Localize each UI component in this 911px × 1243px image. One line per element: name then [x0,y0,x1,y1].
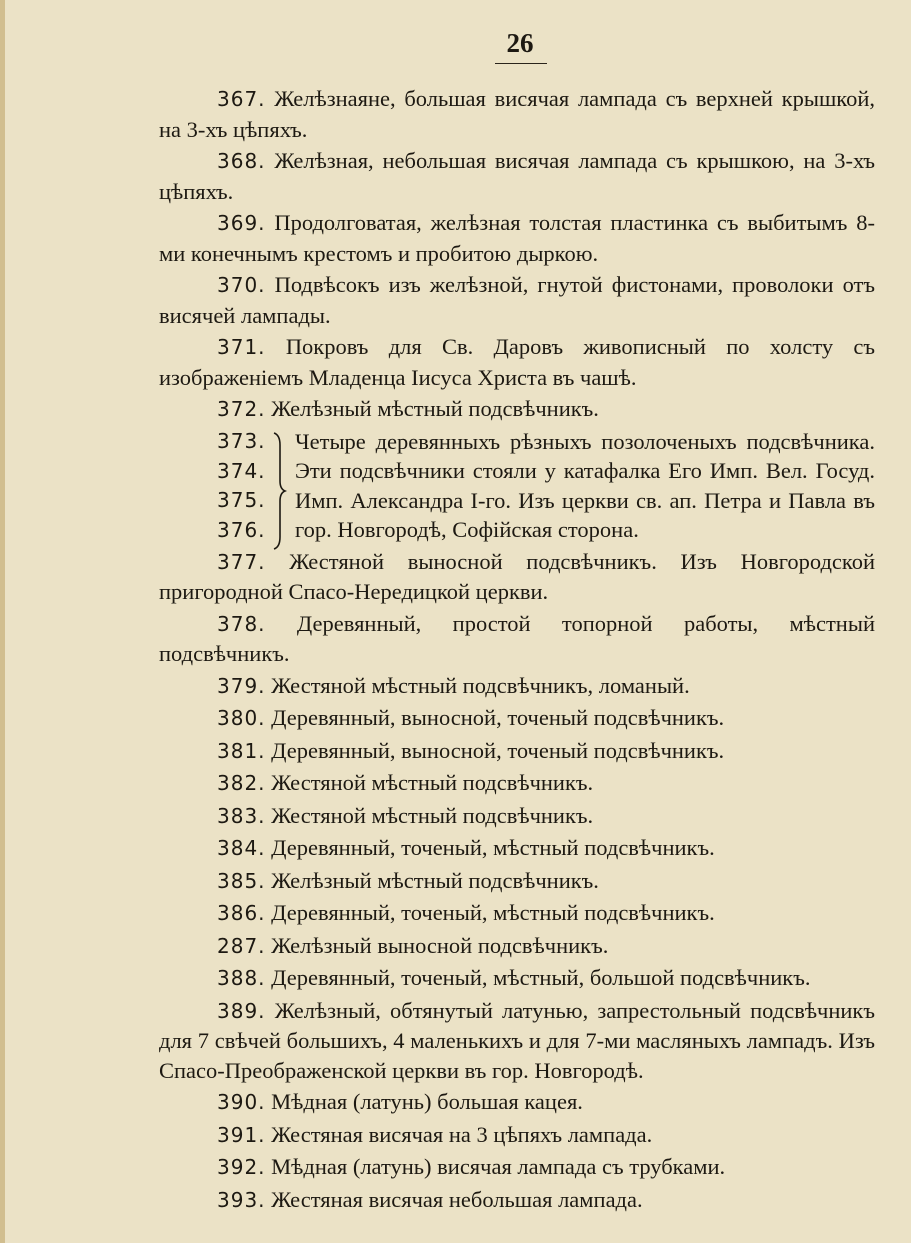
list-item [159,931,875,962]
item-number: 367. [217,87,266,111]
item-number: 377. [217,549,266,574]
item-text: Желѣзный мѣстный подсвѣчникъ. [271,867,599,893]
item-text: Деревянный, точеный, мѣстный, большой подсвѣчникъ. [271,965,811,990]
item-number: 388. [217,966,266,990]
group-numbers [159,427,271,545]
item-number: 389. [217,998,266,1023]
item-text: Мѣдная (латунь) висячая лампада съ трубками. [271,1154,726,1179]
list-item [159,270,875,330]
group-number: 376. [217,517,266,542]
item-text: Желѣзный мѣстный подсвѣчникъ. [271,396,599,421]
list-item [159,332,875,392]
item-number: 382. [217,771,266,795]
item-text: Мѣдная (латунь) большая кацея. [271,1089,583,1114]
item-number: 390. [217,1090,266,1114]
list-item [159,1152,875,1183]
list-item [159,1185,875,1216]
item-text: Желѣзный выносной подсвѣчникъ. [271,932,609,958]
page-number-rule [495,63,547,64]
item-number: 385. [217,868,266,893]
curly-brace-icon [271,427,287,545]
item-text: Жестяной мѣстный подсвѣчникъ. [271,802,594,828]
item-text: Подвѣсокъ изъ желѣзной, гнутой фистонами, проволоки отъ висячей лампады. [159,272,875,328]
item-number: 393. [217,1187,266,1212]
group-description: Четыре деревянныхъ рѣзныхъ позолоченыхъ подсвѣчника. Эти подсвѣчники стояли у катафалка Его Имп. Вел. Госуд. Имп. Александра I-го. Изъ церкви св. ап. Петра и Павла въ гор. Новгородѣ, Софійская сторона. [295,428,875,542]
item-number: 287. [217,933,266,958]
item-text: Желѣзный, обтянутый латунью, запрестольный подсвѣчникъ для 7 свѣчей большихъ, 4 маленькихъ и для 7-ми масляныхъ лампадъ. Изъ Спасо-Преображенской церкви въ гор. Новгородѣ. [159,997,875,1083]
item-number: 391. [217,1122,266,1147]
list-item [159,609,875,669]
entries-before [159,84,875,425]
grouped-entry [159,427,875,545]
item-text: Деревянный, точеный, мѣстный подсвѣчникъ. [271,900,715,925]
item-text: Жестяной мѣстный подсвѣчникъ, ломаный. [271,672,690,698]
item-text: Жестяной мѣстный подсвѣчникъ. [271,770,594,795]
item-number: 386. [217,901,266,925]
item-text: Деревянный, выносной, точеный подсвѣчникъ. [271,705,725,730]
list-item [159,866,875,897]
item-number: 372. [217,397,266,421]
list-item [159,768,875,799]
item-number: 379. [217,673,266,698]
list-item [159,703,875,734]
list-item [159,736,875,767]
item-number: 370. [217,273,266,297]
page-number: 26 [506,28,534,58]
item-text: Жестяной выносной подсвѣчникъ. Изъ Новгородской пригородной Спасо-Нередицкой церкви. [159,548,876,604]
list-item [159,547,875,607]
list-item [159,394,875,425]
item-text: Покровъ для Св. Даровъ живописный по холсту съ изображеніемъ Младенца Іисуса Христа въ чашѣ. [159,334,876,390]
item-text: Деревянный, точеный, мѣстный подсвѣчникъ. [271,835,715,860]
list-item [159,146,875,206]
item-number: 383. [217,803,266,828]
item-number: 381. [217,738,266,763]
list-item [159,801,875,832]
item-text: Продолговатая, желѣзная толстая пластинка съ выбитымъ 8-ми конечнымъ крестомъ и пробитою дыркою. [159,210,875,266]
list-item [159,671,875,702]
item-text: Жестяная висячая на 3 цѣпяхъ лампада. [271,1121,653,1147]
list-item [159,84,875,144]
item-number: 368. [217,149,266,173]
item-number: 378. [217,611,266,636]
item-text: Желѣзнаяне, большая висячая лампада съ верхней крышкой, на 3-хъ цѣпяхъ. [159,86,876,142]
list-item [159,833,875,864]
list-item [159,208,875,268]
item-text: Желѣзная, небольшая висячая лампада съ крышкою, на 3-хъ цѣпяхъ. [159,148,875,204]
item-number: 392. [217,1155,266,1179]
item-number: 369. [217,211,266,235]
list-item [159,1120,875,1151]
list-item [159,1087,875,1118]
group-number: 375. [217,488,266,513]
list-item [159,898,875,929]
list-item [159,996,875,1086]
item-number: 371. [217,335,266,359]
item-number: 380. [217,706,266,730]
item-text: Деревянный, выносной, точеный подсвѣчникъ. [271,737,725,763]
list-item [159,963,875,994]
entries-after [159,547,875,1216]
group-number: 374. [217,458,266,483]
item-text: Деревянный, простой топорной работы, мѣстный подсвѣчникъ. [159,610,876,666]
item-number: 384. [217,836,266,860]
inventory-list [159,84,875,1217]
group-number: 373. [217,429,266,454]
item-text: Жестяная висячая небольшая лампада. [271,1186,643,1212]
